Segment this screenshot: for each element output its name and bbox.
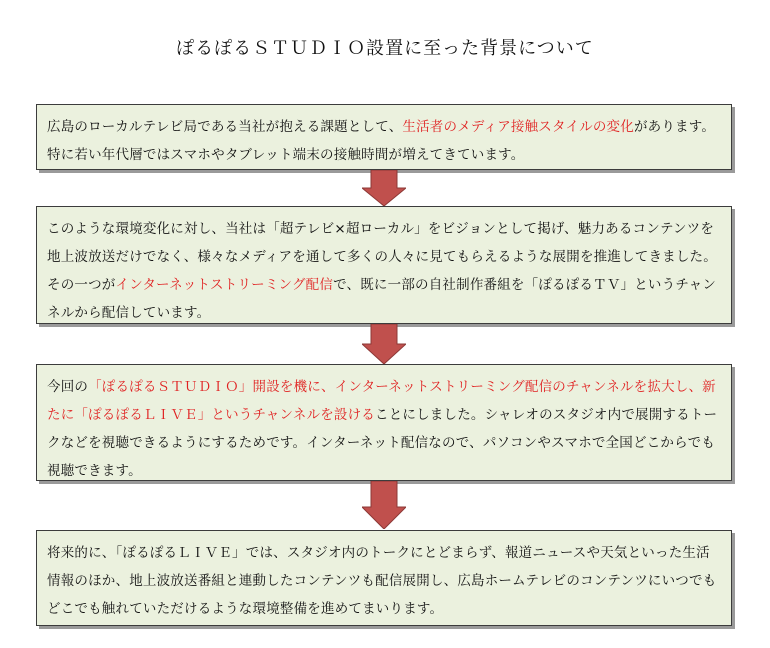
paragraph-issue [47, 113, 721, 169]
text-segment: 広島のローカルテレビ局である当社が抱える課題として、 [47, 119, 403, 135]
text-segment: ことにしました。シャレオのスタジオ内で展開するトークなどを視聴できるようにするためです。インターネット配信なので、パソコンやスマホで全国どこからでも視聴できます。 [47, 407, 718, 479]
down-arrow-icon [362, 170, 406, 206]
text-box-future [36, 530, 732, 626]
paragraph-future [47, 539, 721, 623]
highlight-text: インターネットストリーミング配信 [115, 277, 334, 293]
text-segment: 今回の [47, 379, 89, 395]
text-segment: で、既に一部の自社制作番組を「ぽるぽるＴＶ」というチャンネルから配信しています。 [47, 277, 717, 321]
text-segment: このような環境変化に対し、当社は「超テレビ×超ローカル」をビジョンとして掲げ、魅力あるコンテンツを地上波放送だけでなく、様々なメディアを通して多くの人々に見てもらえるような展開を推進してきました。その一つが [47, 221, 717, 293]
paragraph-vision [47, 215, 721, 327]
text-segment: があります。特に若い年代層ではスマホやタブレット端末の接触時間が増えてきています。 [47, 119, 716, 163]
text-box-studio [36, 364, 732, 481]
text-box-vision [36, 206, 732, 324]
down-arrow-icon [362, 481, 406, 529]
text-box-issue [36, 104, 732, 170]
page-title: ぽるぽるＳＴＵＤＩＯ設置に至った背景について [176, 38, 594, 59]
paragraph-studio [47, 373, 721, 485]
down-arrow-icon [362, 324, 406, 364]
text-segment: 将来的に、「ぽるぽるＬＩＶＥ」では、スタジオ内のトークにとどまらず、報道ニュースや天気といった生活情報のほか、地上波放送番組と連動したコンテンツも配信展開し、広島ホームテレビのコンテンツにいつでもどこでも触れていただけるような環境整備を進めてまいります。 [47, 545, 717, 617]
highlight-text: 「ぽるぽるＳＴＵＤＩＯ」開設を機に、インターネットストリーミング配信のチャンネルを拡大し、新たに「ぽるぽるＬＩＶＥ」というチャンネルを設ける [47, 379, 716, 423]
highlight-text: 生活者のメディア接触スタイルの変化 [402, 119, 634, 135]
